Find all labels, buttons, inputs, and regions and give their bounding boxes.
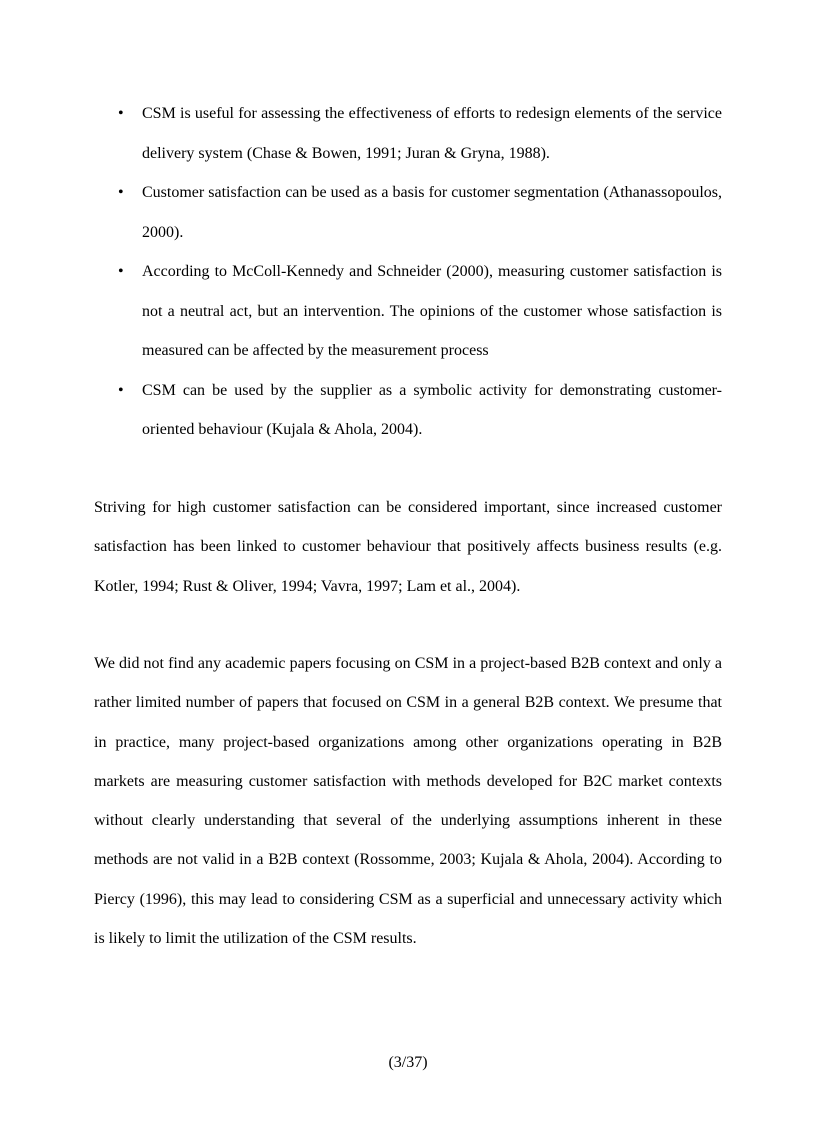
- bullet-dot-icon: •: [118, 263, 124, 280]
- bullet-text: According to McColl-Kennedy and Schneider (2000), measuring customer satisfaction is not a neutral act, but an intervention. The opinions of the customer whose satisfaction is measured can be affected by the measurement process: [142, 263, 722, 359]
- bullet-item: [94, 252, 722, 371]
- bullet-item: [94, 173, 722, 252]
- paragraph-satisfaction-importance: Striving for high customer satisfaction can be considered important, since increased customer satisfaction has been linked to customer behaviour that positively affects business results (e.g. Kotler, 1994; Rust & Oliver, 1994; Vavra, 1997; Lam et al., 2004).: [94, 499, 722, 595]
- page-number: (3/37): [388, 1054, 428, 1071]
- bullet-item: [94, 94, 722, 173]
- bullet-item: [94, 371, 722, 450]
- bullet-list: [94, 94, 722, 450]
- bullet-text: Customer satisfaction can be used as a basis for customer segmentation (Athanassopoulos, 2000).: [142, 184, 722, 241]
- bullet-text: CSM is useful for assessing the effectiveness of efforts to redesign elements of the service delivery system (Chase & Bowen, 1991; Juran & Gryna, 1988).: [142, 105, 722, 162]
- bullet-dot-icon: •: [118, 105, 124, 122]
- bullet-dot-icon: •: [118, 381, 124, 399]
- bullet-text: CSM can be used by the supplier as a symbolic activity for demonstrating customer-oriented behaviour (Kujala & Ahola, 2004).: [142, 381, 722, 438]
- bullet-dot-icon: •: [118, 184, 124, 201]
- paragraph-b2b-context: We did not find any academic papers focusing on CSM in a project-based B2B context and only a rather limited number of papers that focused on CSM in a general B2B context. We presume that in practice, many project-based organizations among other organizations operating in B2B markets are measuring customer satisfaction with methods developed for B2C market contexts without clearly understanding that several of the underlying assumptions inherent in these methods are not valid in a B2B context (Rossomme, 2003; Kujala & Ahola, 2004). According to Piercy (1996), this may lead to considering CSM as a superficial and unnecessary activity which is likely to limit the utilization of the CSM results.: [94, 655, 722, 948]
